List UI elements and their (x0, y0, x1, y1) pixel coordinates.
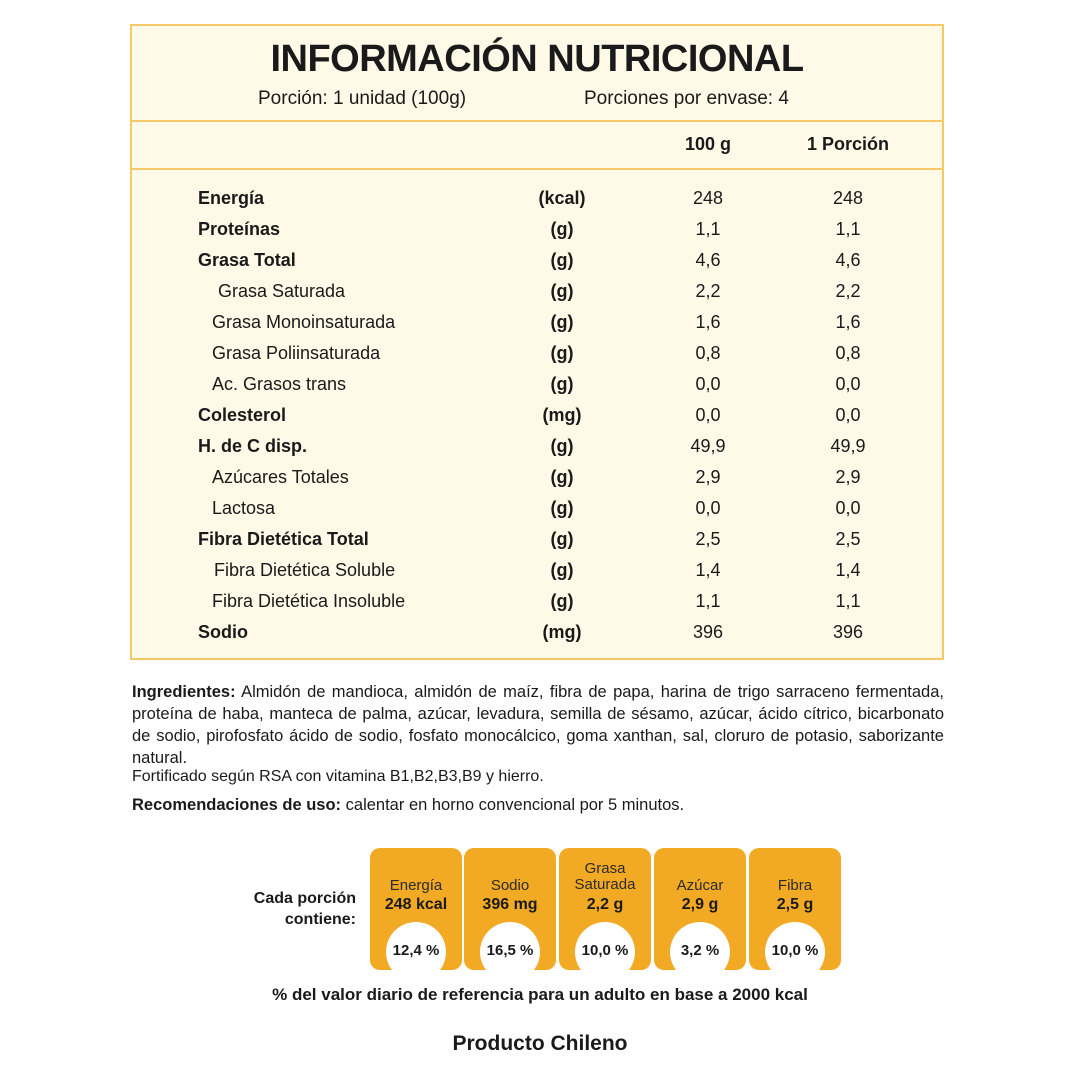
badge-value: 396 mg (482, 896, 538, 913)
nutrient-unit: (g) (550, 250, 574, 270)
nutrient-unit: (kcal) (538, 188, 586, 208)
nutrient-name: Grasa Poliinsaturada (212, 343, 381, 363)
nutrient-value-portion: 49,9 (830, 436, 866, 456)
nutrient-value-100g: 4,6 (695, 250, 721, 270)
badge-label-line1: Grasa (584, 860, 626, 877)
nutrient-row (132, 372, 942, 403)
nutrient-value-portion: 1,6 (835, 312, 861, 332)
badge-value: 2,9 g (681, 896, 719, 913)
nutrient-value-100g: 248 (692, 188, 724, 208)
nutrient-value-portion: 2,5 (835, 529, 861, 549)
nutrient-name: Grasa Saturada (218, 281, 346, 301)
nutrient-name: Azúcares Totales (212, 467, 349, 487)
nutrient-row (132, 310, 942, 341)
nutrient-name: H. de C disp. (198, 436, 308, 456)
nutrient-value-100g: 1,4 (695, 560, 721, 580)
badge-label: Fibra (777, 877, 813, 894)
nutrient-name: Proteínas (198, 219, 281, 239)
nutrient-name: Energía (198, 188, 265, 208)
badge-energy (370, 848, 462, 970)
nutrient-value-100g: 0,0 (695, 374, 721, 394)
nutrient-name: Fibra Dietética Soluble (214, 560, 396, 580)
nutrient-value-100g: 49,9 (690, 436, 726, 456)
nutrient-value-portion: 1,1 (835, 219, 861, 239)
nutrient-row (132, 496, 942, 527)
nutrient-value-portion: 1,4 (835, 560, 861, 580)
nutrient-row (132, 589, 942, 620)
nutrient-name: Grasa Monoinsaturada (212, 312, 396, 332)
ingredients-paragraph (132, 681, 944, 769)
badge-fiber (749, 848, 841, 970)
badge-value: 248 kcal (384, 896, 448, 913)
nutrient-unit: (g) (550, 529, 574, 549)
nutrient-unit: (g) (550, 498, 574, 518)
ingredients-text: Almidón de mandioca, almidón de maíz, fibra de papa, harina de trigo sarraceno fermentada, proteína de haba, manteca de palma, azúcar, levadura, semilla de sésamo, azúcar, ácido cítrico, bicarbonato de sodio, pirofosfato ácido de sodio, fosfato monocálcico, goma xanthan, sal, cloruro de potasio, saborizante natural. (132, 683, 944, 767)
recommendations-text: calentar en horno convencional por 5 minutos. (345, 796, 685, 814)
nutrient-value-portion: 0,0 (835, 374, 861, 394)
divider-top (132, 120, 942, 122)
badge-percent: 10,0 % (771, 942, 819, 959)
nutrient-row (132, 403, 942, 434)
badge-saturated-fat (559, 848, 651, 970)
nutrient-row (132, 620, 942, 651)
nutrient-value-portion: 248 (832, 188, 864, 208)
nutrient-row (132, 217, 942, 248)
nutrient-name: Fibra Dietética Total (198, 529, 369, 549)
portion-size: Porción: 1 unidad (100g) (258, 88, 467, 109)
nutrient-value-100g: 0,8 (695, 343, 721, 363)
nutrient-row (132, 279, 942, 310)
nutrient-unit: (g) (550, 436, 574, 456)
nutrient-row (132, 465, 942, 496)
nutrient-name: Grasa Total (198, 250, 296, 270)
nutrient-unit: (g) (550, 219, 574, 239)
product-origin: Producto Chileno (452, 1032, 628, 1055)
per-portion-label-line2: contiene: (284, 911, 356, 928)
nutrient-unit: (g) (550, 374, 574, 394)
nutrient-value-100g: 0,0 (695, 405, 721, 425)
nutrient-value-100g: 1,6 (695, 312, 721, 332)
fortification-note: Fortificado según RSA con vitamina B1,B2,B3,B9 y hierro. (132, 768, 544, 785)
nutrient-value-100g: 1,1 (695, 219, 721, 239)
nutrient-value-portion: 2,2 (835, 281, 861, 301)
badge-sodium (464, 848, 556, 970)
nutrient-value-portion: 396 (832, 622, 864, 642)
nutrient-unit: (g) (550, 560, 574, 580)
badge-percent: 12,4 % (392, 942, 440, 959)
nutrition-title: INFORMACIÓN NUTRICIONAL (270, 38, 804, 80)
column-header-100g: 100 g (684, 134, 732, 154)
nutrient-row (132, 186, 942, 217)
nutrient-rows (132, 186, 942, 651)
nutrient-unit: (g) (550, 312, 574, 332)
nutrition-facts-panel (130, 24, 944, 660)
badge-label: Sodio (490, 877, 530, 894)
per-portion-label-line1: Cada porción (253, 890, 356, 907)
nutrient-name: Lactosa (212, 498, 276, 518)
ingredients-label: Ingredientes: (132, 683, 236, 701)
nutrient-unit: (g) (550, 281, 574, 301)
badge-percent: 3,2 % (680, 942, 720, 959)
column-header-portion: 1 Porción (806, 134, 890, 154)
nutrient-value-portion: 4,6 (835, 250, 861, 270)
nutrient-row (132, 527, 942, 558)
usage-recommendations (132, 796, 684, 815)
daily-value-footnote: % del valor diario de referencia para un adulto en base a 2000 kcal (272, 985, 808, 1004)
nutrient-value-portion: 0,8 (835, 343, 861, 363)
nutrient-unit: (g) (550, 343, 574, 363)
portions-per-container: Porciones por envase: 4 (584, 88, 789, 109)
nutrient-unit: (g) (550, 591, 574, 611)
badge-label-line2: Saturada (574, 876, 636, 893)
nutrient-unit: (mg) (542, 405, 582, 425)
nutrient-name: Ac. Grasos trans (212, 374, 347, 394)
per-portion-label (236, 888, 356, 930)
badge-sugar (654, 848, 746, 970)
nutrient-value-100g: 396 (692, 622, 724, 642)
badge-percent: 16,5 % (486, 942, 534, 959)
nutrient-value-100g: 2,9 (695, 467, 721, 487)
recommendations-label: Recomendaciones de uso: (132, 796, 342, 814)
badge-label: Azúcar (676, 877, 724, 894)
badge-value: 2,5 g (776, 896, 814, 913)
badge-value: 2,2 g (586, 896, 624, 913)
nutrient-unit: (mg) (542, 622, 582, 642)
nutrient-row (132, 558, 942, 589)
divider-header (132, 168, 942, 170)
nutrient-value-portion: 0,0 (835, 405, 861, 425)
nutrient-value-portion: 2,9 (835, 467, 861, 487)
nutrient-row (132, 434, 942, 465)
nutrient-unit: (g) (550, 467, 574, 487)
nutrient-value-portion: 0,0 (835, 498, 861, 518)
badge-label: Energía (389, 877, 443, 894)
nutrient-row (132, 341, 942, 372)
nutrient-name: Fibra Dietética Insoluble (212, 591, 406, 611)
nutrient-name: Sodio (198, 622, 248, 642)
nutrient-name: Colesterol (198, 405, 287, 425)
nutrient-value-portion: 1,1 (835, 591, 861, 611)
badge-percent: 10,0 % (581, 942, 629, 959)
nutrient-value-100g: 2,5 (695, 529, 721, 549)
nutrient-value-100g: 0,0 (695, 498, 721, 518)
nutrient-row (132, 248, 942, 279)
nutrient-value-100g: 1,1 (695, 591, 721, 611)
nutrient-value-100g: 2,2 (695, 281, 721, 301)
